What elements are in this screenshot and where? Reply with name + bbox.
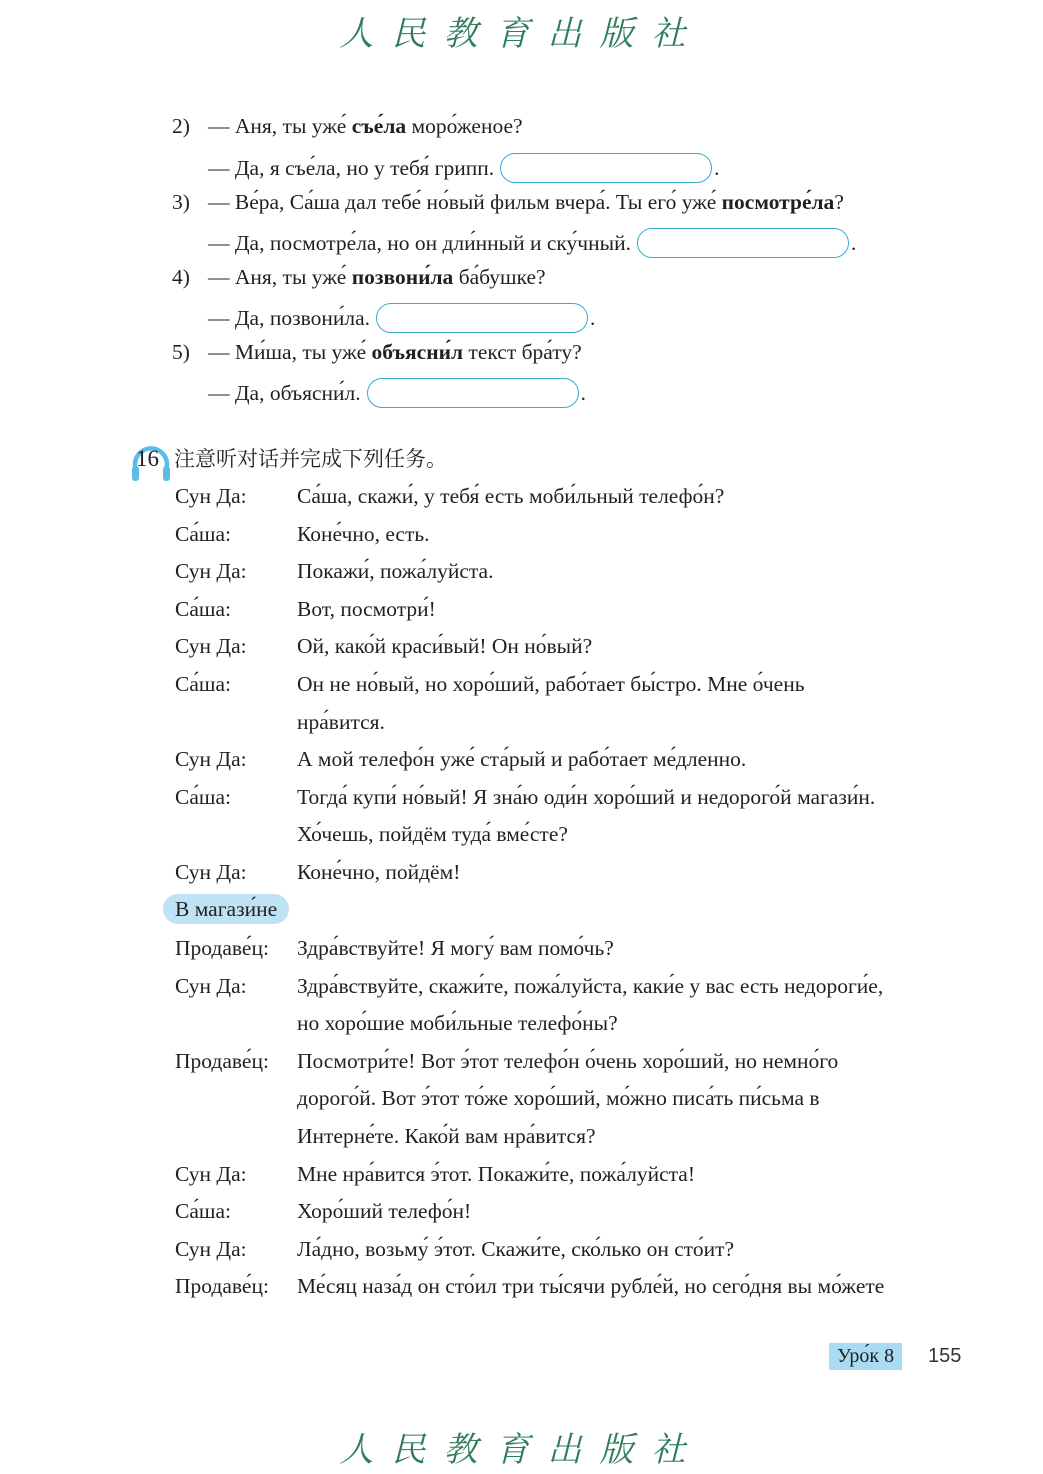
speaker-name: Сун Да: xyxy=(175,1236,247,1261)
question xyxy=(208,339,582,365)
answer xyxy=(208,305,595,335)
speech-text: Посмотри́те! Вот э́тот телефо́н о́чень хоро́ший, но немно́го xyxy=(297,1048,839,1073)
answer-blank-input[interactable] xyxy=(500,153,712,183)
speech-text: дорого́й. Вот э́тот то́же хоро́ший, мо́жно писа́ть пи́сьма в xyxy=(297,1086,820,1111)
question-text-end: ба́бушке? xyxy=(453,265,546,289)
question-bold-verb: позвони́ла xyxy=(351,265,454,289)
publisher-logo-bottom: 人民教育出版社 xyxy=(339,1430,704,1470)
answer-text: — Да, посмотре́ла, но он дли́нный и ску́чный. xyxy=(208,231,631,255)
question-text-end: ? xyxy=(834,190,844,214)
speech-text: но хоро́шие моби́льные телефо́ны? xyxy=(297,1011,618,1036)
publisher-logo-top: 人民教育出版社 xyxy=(339,14,704,54)
speaker-name: Са́ша: xyxy=(175,596,231,621)
answer-blank-input[interactable] xyxy=(367,378,579,408)
item-number: 3) xyxy=(172,190,190,214)
speaker-name: Сун Да: xyxy=(175,634,247,659)
speech-text: А мой телефо́н уже́ ста́рый и рабо́тает ме́дленно. xyxy=(297,747,747,772)
answer-period: . xyxy=(850,231,857,255)
speech-text: Мне нра́вится э́тот. Покажи́те, пожа́луйста! xyxy=(297,1161,695,1186)
speech-text: Интерне́те. Како́й вам нра́вится? xyxy=(297,1124,596,1148)
scene-label: В магази́не xyxy=(163,894,289,924)
page-number: 155 xyxy=(928,1345,962,1367)
item-number: 5) xyxy=(172,340,190,364)
answer-blank-input[interactable] xyxy=(376,303,588,333)
task-title: 注意听对话并完成下列任务。 xyxy=(174,447,447,471)
speaker-name: Са́ша: xyxy=(175,1199,231,1224)
speech-text: Са́ша, скажи́, у тебя́ есть моби́льный телефо́н? xyxy=(297,484,725,508)
question xyxy=(208,189,844,215)
speech-text: нра́вится. xyxy=(297,709,385,734)
question-bold-verb: объясни́л xyxy=(371,340,464,364)
speaker-name: Сун Да: xyxy=(175,860,247,884)
question-text: — Ве́ра, Са́ша дал тебе́ но́вый фильм вчера́. Ты его́ уже́ xyxy=(208,190,722,214)
speech-text: Хоро́ший телефо́н! xyxy=(297,1199,472,1224)
speech-text: Ме́сяц наза́д он сто́ил три ты́сячи рубле́й, но сего́дня вы мо́жете xyxy=(297,1274,885,1299)
answer-period: . xyxy=(590,306,596,330)
question-text-end: текст бра́ту? xyxy=(463,340,582,364)
speaker-name: Продаве́ц: xyxy=(175,1048,269,1073)
answer-period: . xyxy=(714,156,720,180)
answer xyxy=(208,155,720,185)
speaker-name: Сун Да: xyxy=(175,747,247,772)
speech-text: Хо́чешь, пойдём туда́ вме́сте? xyxy=(297,822,568,847)
answer-text: — Да, позвони́ла. xyxy=(208,306,370,330)
question xyxy=(208,264,546,290)
speech-text: Коне́чно, пойдём! xyxy=(297,860,461,884)
speaker-name: Сун Да: xyxy=(175,973,247,998)
question-text: — Аня, ты уже́ xyxy=(208,265,352,289)
task-number: 16 xyxy=(136,446,159,471)
question-text: — Ми́ша, ты уже́ xyxy=(208,340,372,364)
answer-blank-input[interactable] xyxy=(637,228,849,258)
speaker-name: Са́ша: xyxy=(175,521,231,546)
speech-text: Вот, посмотри́! xyxy=(297,596,436,621)
speech-text: Коне́чно, есть. xyxy=(297,521,430,546)
speech-text: Покажи́, пожа́луйста. xyxy=(297,559,494,584)
item-number: 2) xyxy=(172,114,190,138)
speaker-name: Продаве́ц: xyxy=(175,936,269,960)
question xyxy=(208,113,523,139)
speech-text: Здра́вствуйте, скажи́те, пожа́луйста, каки́е у вас есть недороги́е, xyxy=(297,973,884,998)
lesson-label: Уро́к 8 xyxy=(829,1343,902,1370)
speech-text: Ой, како́й краси́вый! Он но́вый? xyxy=(297,634,593,659)
question-bold-verb: съе́ла xyxy=(351,114,407,138)
speech-text: Он не но́вый, но хоро́ший, рабо́тает бы́стро. Мне о́чень xyxy=(297,672,805,696)
answer-text: — Да, объясни́л. xyxy=(208,381,361,405)
question-text: — Аня, ты уже́ xyxy=(208,114,352,138)
answer xyxy=(208,380,586,410)
speech-text: Тогда́ купи́ но́вый! Я зна́ю оди́н хоро́ший и недорого́й магази́н. xyxy=(297,784,876,809)
speaker-name: Сун Да: xyxy=(175,484,247,508)
speech-text: Ла́дно, возьму́ э́тот. Скажи́те, ско́лько он сто́ит? xyxy=(297,1236,735,1261)
question-bold-verb: посмотре́ла xyxy=(721,190,835,214)
speaker-name: Са́ша: xyxy=(175,672,231,696)
answer-period: . xyxy=(580,381,587,405)
speaker-name: Са́ша: xyxy=(175,784,231,809)
question-text-end: моро́женое? xyxy=(406,114,523,138)
item-number: 4) xyxy=(172,265,190,289)
answer-text: — Да, я съе́ла, но у тебя́ грипп. xyxy=(208,156,495,180)
speaker-name: Сун Да: xyxy=(175,1161,247,1186)
speech-text: Здра́вствуйте! Я могу́ вам помо́чь? xyxy=(297,936,614,960)
speaker-name: Продаве́ц: xyxy=(175,1274,269,1299)
answer xyxy=(208,230,856,260)
speaker-name: Сун Да: xyxy=(175,559,247,584)
